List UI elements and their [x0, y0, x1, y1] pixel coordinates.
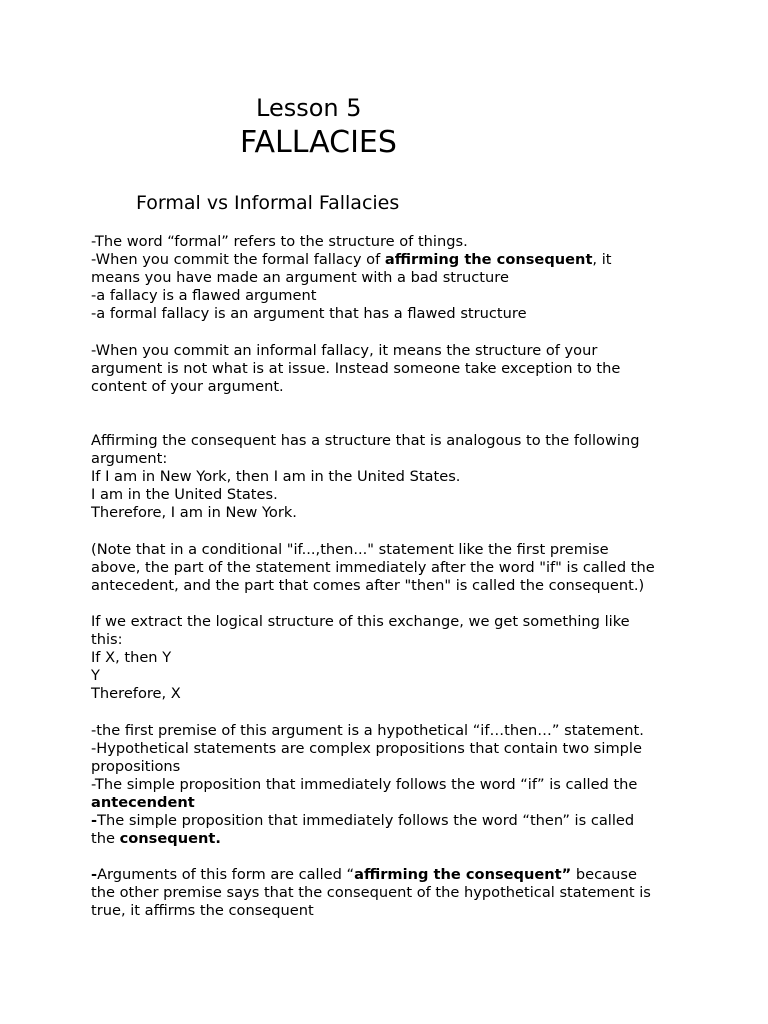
text-line: Therefore, X — [91, 685, 181, 703]
text-line: above, the part of the statement immediately after the word "if" is called the — [91, 558, 655, 576]
bold-dash: - — [91, 812, 98, 829]
paragraph-conclusion — [91, 866, 691, 920]
text-line: If we extract the logical structure of this exchange, we get something like — [91, 612, 630, 630]
text-run: -When you commit the formal fallacy of — [91, 251, 385, 269]
paragraph-formal — [91, 233, 691, 323]
paragraph-note — [91, 541, 691, 595]
text-run: the — [91, 830, 120, 848]
text-line: -The word “formal” refers to the structure of things. — [91, 233, 468, 250]
text-line: -The simple proposition that immediately follows the word “if” is called the — [91, 775, 638, 793]
spacer — [91, 396, 691, 432]
document-body — [91, 233, 691, 921]
text-line: argument: — [91, 450, 168, 468]
page-title: FALLACIES — [240, 125, 397, 160]
lesson-number: Lesson 5 — [256, 94, 362, 122]
text-line — [91, 866, 691, 884]
text-line: -a fallacy is a flawed argument — [91, 287, 317, 305]
bold-term: affirming the consequent” — [354, 866, 572, 884]
text-line — [91, 830, 691, 848]
text-line: -the first premise of this argument is a hypothetical “if…then…” statement. — [91, 721, 644, 739]
text-line: I am in the United States. — [91, 486, 278, 504]
text-line: Therefore, I am in New York. — [91, 504, 297, 522]
text-run: Arguments of this form are called “ — [97, 866, 355, 884]
text-line: If I am in New York, then I am in the United States. — [91, 468, 461, 486]
bold-dash: - — [91, 866, 98, 884]
spacer — [91, 323, 691, 341]
text-line: means you have made an argument with a bad structure — [91, 269, 509, 287]
bold-term: affirming the consequent — [384, 251, 593, 269]
text-line — [91, 251, 691, 269]
paragraph-hypothetical — [91, 722, 691, 849]
text-line: antecedent, and the part that comes after "then" is called the consequent.) — [91, 576, 645, 594]
section-heading: Formal vs Informal Fallacies — [136, 192, 400, 214]
text-line — [91, 794, 691, 812]
text-line: -a formal fallacy is an argument that has a flawed structure — [91, 305, 527, 323]
text-line: -When you commit an informal fallacy, it means the structure of your — [91, 341, 598, 359]
text-run: , it — [592, 251, 612, 269]
text-line: this: — [91, 631, 123, 649]
text-run: because — [571, 866, 637, 884]
text-line: (Note that in a conditional "if...,then..." statement like the first premise — [91, 540, 609, 558]
text-line: propositions — [91, 757, 181, 775]
text-line: true, it affirms the consequent — [91, 902, 314, 920]
text-line: content of your argument. — [91, 377, 284, 395]
text-line: argument is not what is at issue. Instead someone take exception to the — [91, 359, 621, 377]
paragraph-logical-structure — [91, 613, 691, 703]
spacer — [91, 703, 691, 721]
text-line: Affirming the consequent has a structure that is analogous to the following — [91, 432, 640, 450]
text-line: Y — [91, 667, 100, 685]
text-run: The simple proposition that immediately follows the word “then” is called — [97, 812, 635, 829]
text-line: the other premise says that the consequent of the hypothetical statement is — [91, 884, 651, 902]
bold-term: consequent. — [119, 830, 221, 848]
spacer — [91, 595, 691, 613]
paragraph-informal — [91, 342, 691, 396]
text-line — [91, 812, 691, 830]
bold-term: antecendent — [91, 793, 195, 811]
spacer — [91, 523, 691, 541]
text-line: -Hypothetical statements are complex propositions that contain two simple — [91, 739, 642, 757]
text-line: If X, then Y — [91, 649, 172, 667]
spacer — [91, 848, 691, 866]
paragraph-example-argument — [91, 432, 691, 522]
